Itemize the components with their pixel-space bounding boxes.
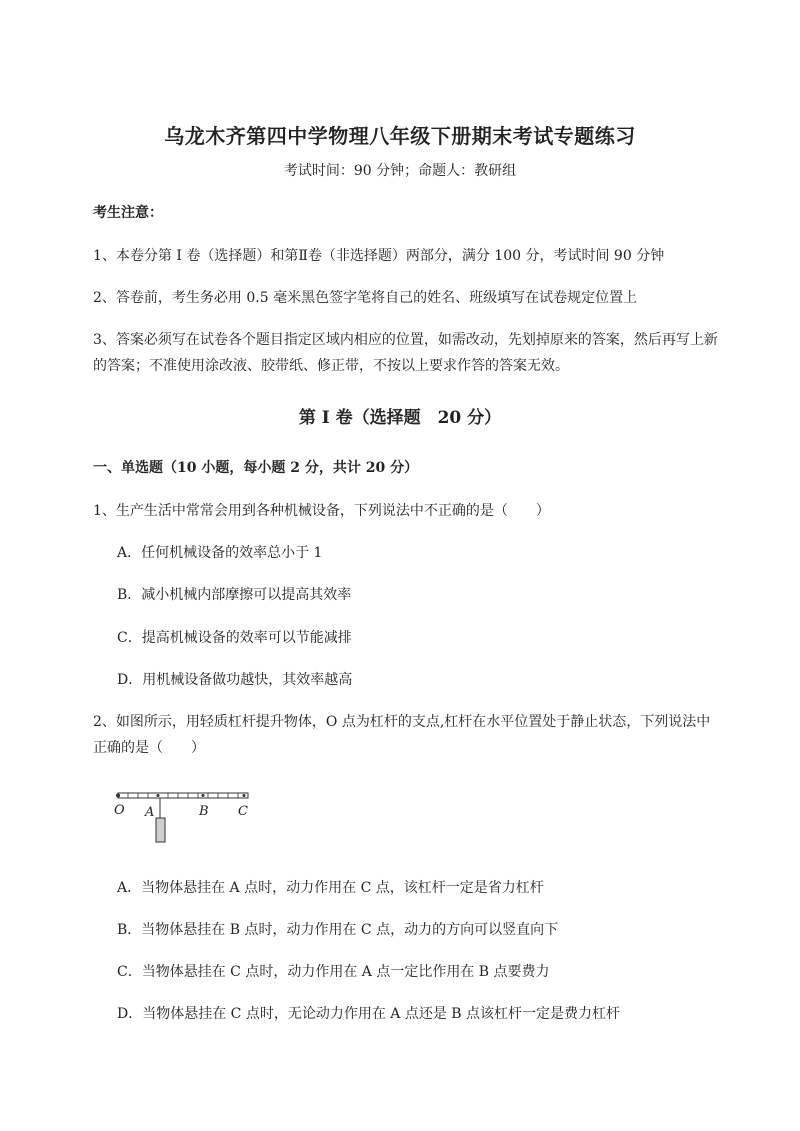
label-a: A [145, 805, 155, 820]
question-1-option-c: C．提高机械设备的效率可以节能减排 [117, 630, 352, 646]
lever-ticks [128, 793, 238, 798]
point-b [202, 794, 205, 797]
lever-figure [110, 788, 260, 850]
exam-info: 考试时间：90 分钟；命题人：教研组 [283, 163, 517, 179]
label-c: C [238, 804, 248, 819]
question-2-option-a: A．当物体悬挂在 A 点时，动力作用在 C 点，该杠杆一定是省力杠杆 [117, 880, 544, 896]
pivot-point [116, 794, 120, 798]
question-1-option-a: A．任何机械设备的效率总小于 1 [117, 545, 323, 561]
section-title: 第 I 卷（选择题 20 分） [298, 408, 502, 428]
question-1-option-d: D．用机械设备做功越快，其效率越高 [117, 672, 353, 688]
question-1-option-b: B．减小机械内部摩擦可以提高其效率 [117, 587, 352, 603]
notice-item-3: 3、答案必须写在试卷各个题目指定区域内相应的位置，如需改动，先划掉原来的答案，然后再写上新 [93, 332, 718, 348]
point-c [243, 794, 246, 797]
lever-bar [118, 793, 248, 798]
part-heading: 一、单选题（10 小题，每小题 2 分，共计 20 分） [93, 460, 419, 476]
question-2-option-c: C．当物体悬挂在 C 点时，动力作用在 A 点一定比作用在 B 点要费力 [117, 964, 550, 980]
question-1-stem: 1、生产生活中常常会用到各种机械设备，下列说法中不正确的是（ ） [93, 503, 550, 519]
question-2-option-d: D．当物体悬挂在 C 点时，无论动力作用在 A 点还是 B 点该杠杆一定是费力杠杆 [117, 1006, 621, 1022]
notice-item-1: 1、本卷分第 I 卷（选择题）和第Ⅱ卷（非选择题）两部分，满分 100 分，考试时间 90 分钟 [93, 248, 665, 264]
label-o: O [114, 803, 125, 818]
hanging-object [156, 818, 165, 842]
question-2-option-b: B．当物体悬挂在 B 点时，动力作用在 C 点，动力的方向可以竖直向下 [117, 922, 559, 938]
question-2-stem: 2、如图所示，用轻质杠杆提升物体，O 点为杠杆的支点,杠杆在水平位置处于静止状态，下列说法中 [93, 714, 711, 730]
point-a [157, 794, 160, 797]
notice-item-3-cont: 的答案；不准使用涂改液、胶带纸、修正带，不按以上要求作答的答案无效。 [93, 358, 569, 374]
label-b: B [199, 804, 209, 819]
question-2-stem-cont: 正确的是（ ） [93, 740, 205, 756]
page-title: 乌龙木齐第四中学物理八年级下册期末考试专题练习 [164, 124, 636, 148]
notice-item-2: 2、答卷前，考生务必用 0.5 毫米黑色签字笔将自己的姓名、班级填写在试卷规定位置上 [93, 290, 638, 306]
notice-heading: 考生注意： [93, 205, 163, 221]
